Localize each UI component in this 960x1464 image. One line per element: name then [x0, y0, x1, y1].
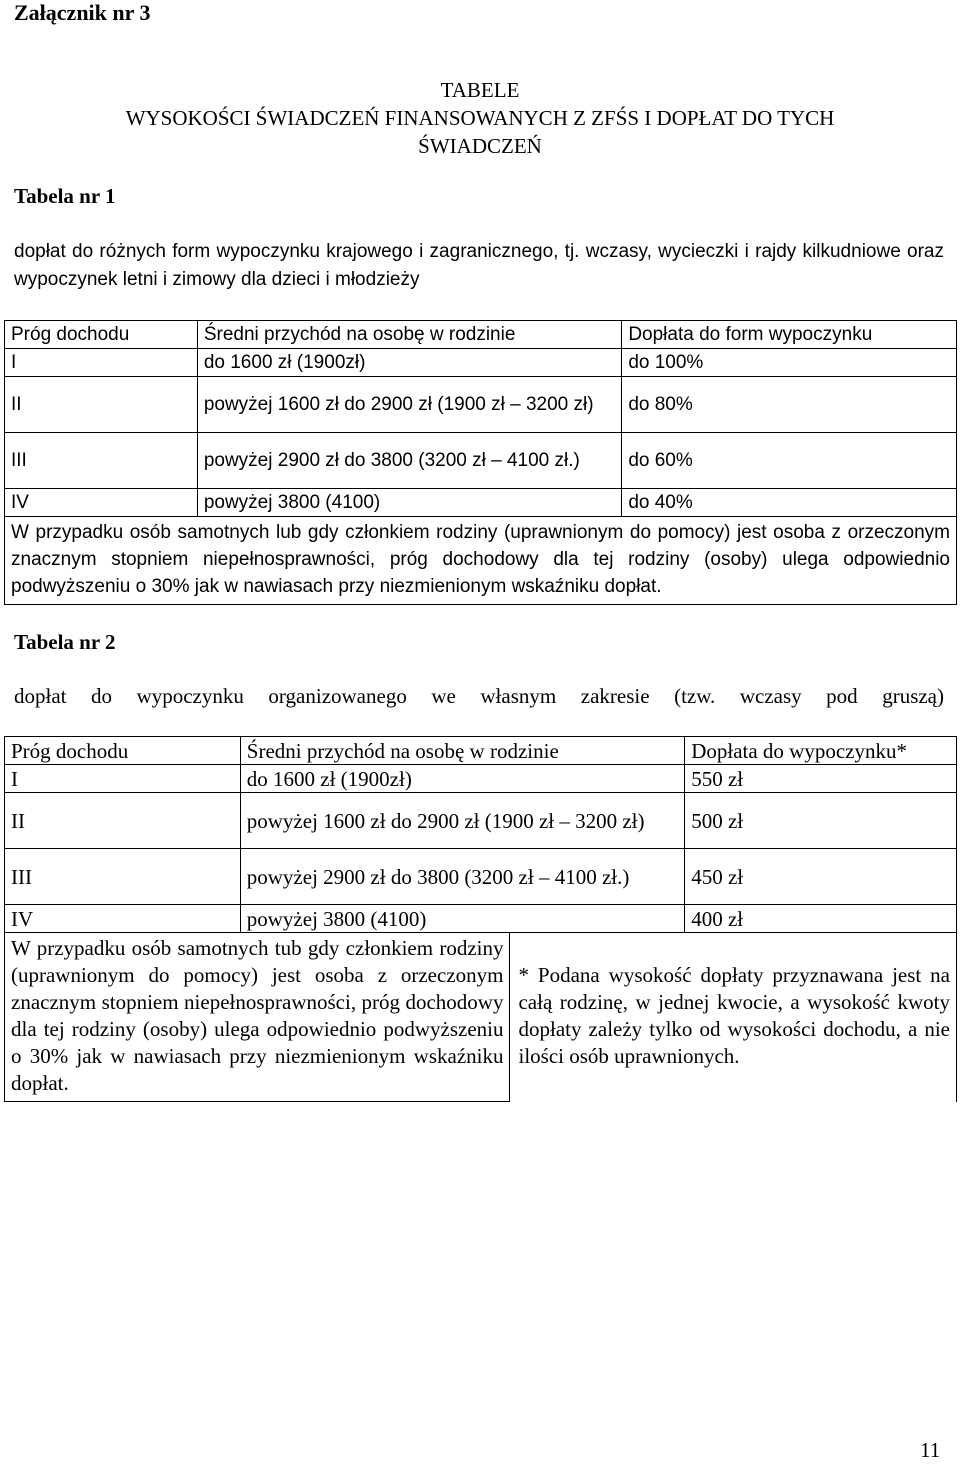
table2-note-right: * Podana wysokość dopłaty przyznawana jest na całą rodzinę, w jednej kwocie, a wysokość kwoty dopłaty zależy tylko od wysokości dochodu, a nie ilości osób uprawnionych.	[510, 933, 957, 1102]
table-cell: powyżej 1600 zł do 2900 zł (1900 zł – 3200 zł)	[240, 793, 684, 849]
table-row	[5, 765, 957, 793]
main-title-line-3: ŚWIADCZEŃ	[418, 134, 542, 158]
table-row	[5, 905, 957, 933]
main-title-line-1: TABELE	[440, 78, 520, 102]
header-cell: Próg dochodu	[5, 737, 241, 765]
header-cell: Dopłata do form wypoczynku	[622, 321, 957, 349]
table-note-row	[5, 517, 957, 605]
table-row	[5, 489, 957, 517]
table-cell: II	[5, 377, 198, 433]
table-cell: do 60%	[622, 433, 957, 489]
table-cell: powyżej 3800 (4100)	[240, 905, 684, 933]
table-cell: do 80%	[622, 377, 957, 433]
table1	[4, 320, 957, 605]
main-title	[0, 76, 960, 160]
table-cell: 400 zł	[685, 905, 957, 933]
main-title-line-2: WYSOKOŚCI ŚWIADCZEŃ FINANSOWANYCH Z ZFŚS I DOPŁAT DO TYCH	[125, 106, 835, 130]
page-number: 11	[920, 1438, 941, 1462]
header-cell: Średni przychód na osobę w rodzinie	[240, 737, 684, 765]
table-cell: do 40%	[622, 489, 957, 517]
table-header-row	[5, 737, 957, 765]
table-header-row	[5, 321, 957, 349]
header-cell: Próg dochodu	[5, 321, 198, 349]
table-row	[5, 377, 957, 433]
table2-heading: Tabela nr 2	[14, 630, 116, 654]
table-row	[5, 849, 957, 905]
table-cell: I	[5, 765, 241, 793]
header-cell: Średni przychód na osobę w rodzinie	[197, 321, 621, 349]
table2-note-left: W przypadku osób samotnych tub gdy członkiem rodziny (uprawnionym do pomocy) jest osoba z orzeczonym znacznym stopniem niepełnosprawności, próg dochodowy dla tej rodziny (osoby) ulega odpowiednio podwyższeniu o 30% jak w nawiasach przy niezmienionym wskaźniku dopłat.	[5, 933, 510, 1102]
table-cell: powyżej 3800 (4100)	[197, 489, 621, 517]
table-note-row	[5, 933, 957, 1102]
table-cell: powyżej 2900 zł do 3800 (3200 zł – 4100 zł.)	[197, 433, 621, 489]
table1-heading: Tabela nr 1	[14, 184, 116, 208]
table-cell: 550 zł	[685, 765, 957, 793]
table1-note: W przypadku osób samotnych lub gdy członkiem rodziny (uprawnionym do pomocy) jest osoba z orzeczonym znacznym stopniem niepełnosprawności, próg dochodowy dla tej rodziny (osoby) ulega odpowiednio podwyższeniu o 30% jak w nawiasach przy niezmienionym wskaźniku dopłat.	[5, 517, 957, 605]
table-row	[5, 793, 957, 849]
table2-notes	[4, 932, 957, 1102]
table-cell: I	[5, 349, 198, 377]
table-cell: III	[5, 433, 198, 489]
table-row	[5, 349, 957, 377]
table-cell: III	[5, 849, 241, 905]
table2	[4, 736, 957, 933]
table1-description: dopłat do różnych form wypoczynku krajowego i zagranicznego, tj. wczasy, wycieczki i rajdy kilkudniowe oraz wypoczynek letni i zimowy dla dzieci i młodzieży	[14, 241, 944, 290]
table2-description: dopłat do wypoczynku organizowanego we własnym zakresie (tzw. wczasy pod gruszą)	[14, 684, 944, 708]
table-cell: 500 zł	[685, 793, 957, 849]
table-cell: IV	[5, 489, 198, 517]
table-cell: II	[5, 793, 241, 849]
table-cell: do 1600 zł (1900zł)	[197, 349, 621, 377]
attachment-title: Załącznik nr 3	[14, 0, 151, 25]
header-cell: Dopłata do wypoczynku*	[685, 737, 957, 765]
table-cell: IV	[5, 905, 241, 933]
table-cell: do 1600 zł (1900zł)	[240, 765, 684, 793]
table-cell: powyżej 1600 zł do 2900 zł (1900 zł – 3200 zł)	[197, 377, 621, 433]
table-row	[5, 433, 957, 489]
table-cell: powyżej 2900 zł do 3800 (3200 zł – 4100 zł.)	[240, 849, 684, 905]
table-cell: 450 zł	[685, 849, 957, 905]
table-cell: do 100%	[622, 349, 957, 377]
